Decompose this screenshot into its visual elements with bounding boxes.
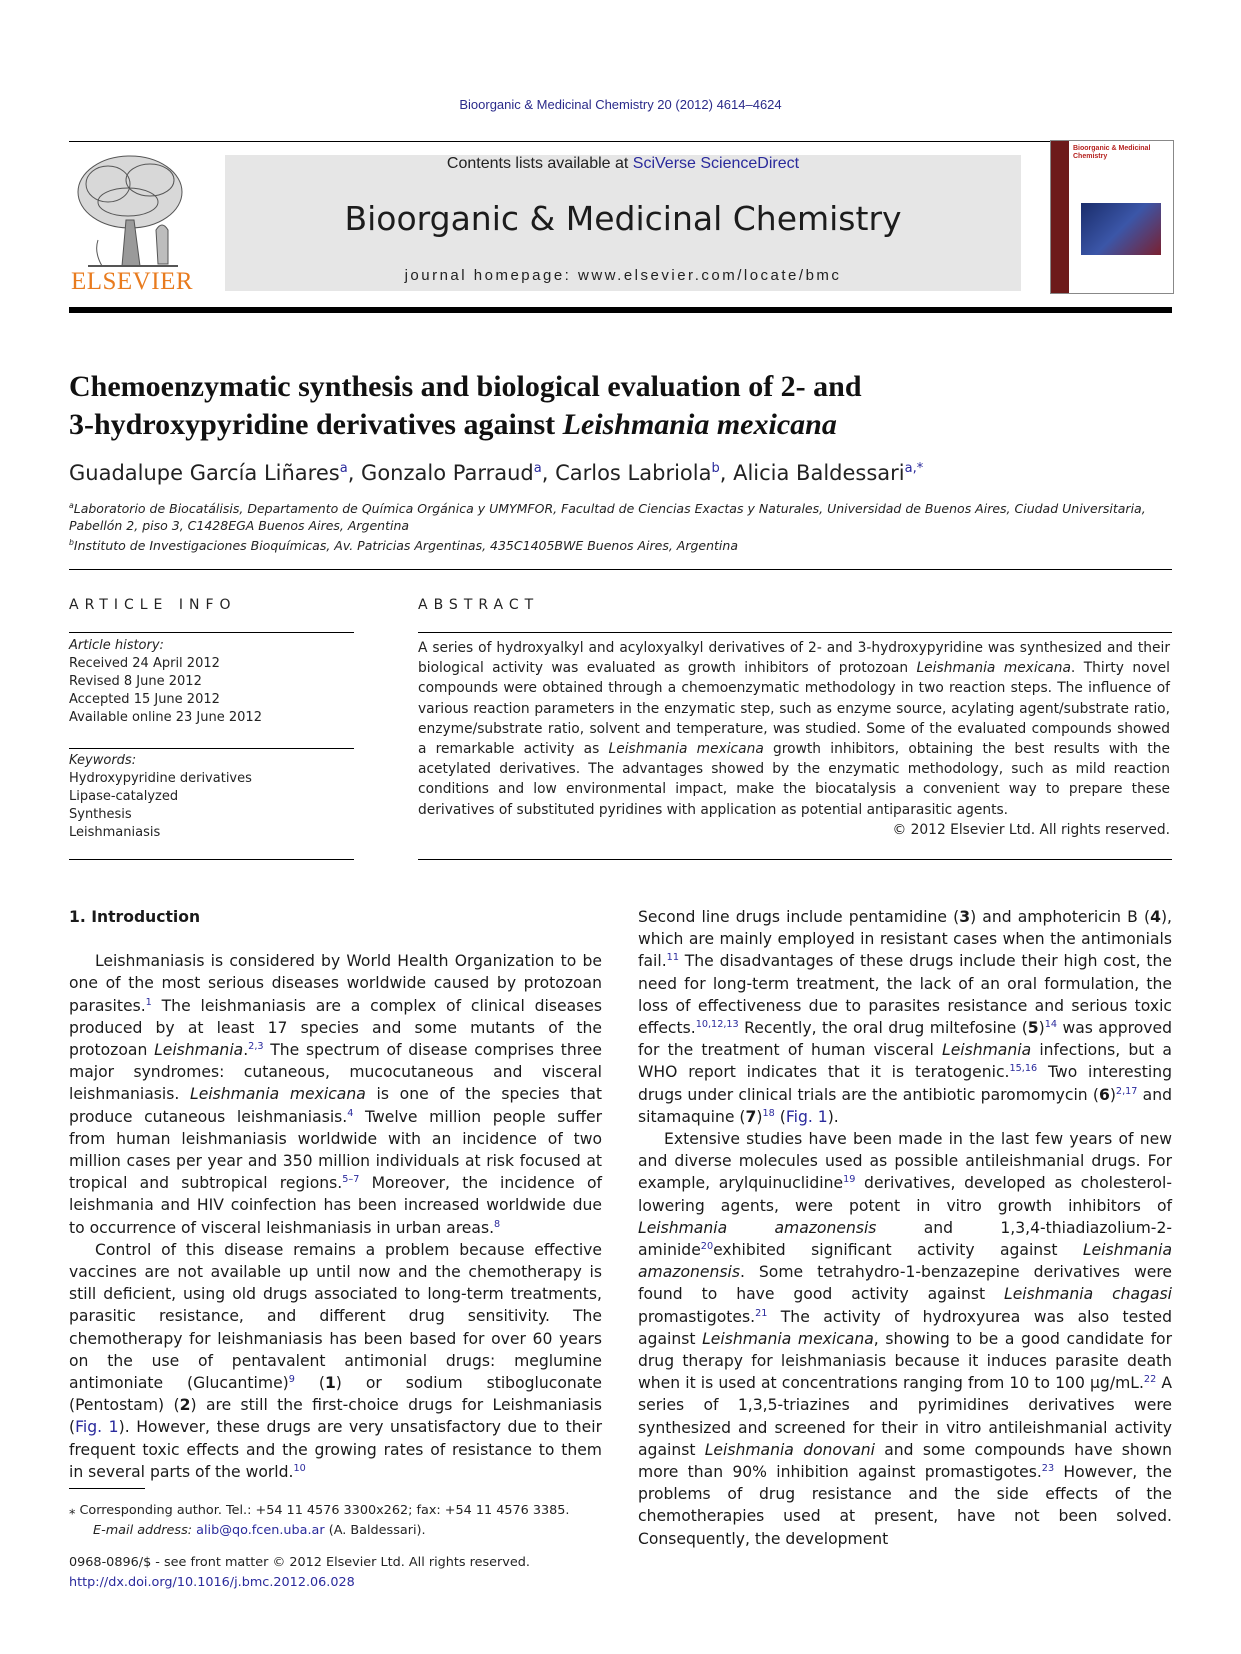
- reference-link[interactable]: 1: [145, 996, 152, 1008]
- author-affil-link[interactable]: a,*: [904, 461, 924, 476]
- reference-link[interactable]: 4: [347, 1107, 354, 1119]
- reference-link[interactable]: 11: [666, 952, 679, 964]
- journal-cover-thumbnail[interactable]: [1050, 140, 1174, 294]
- figure-link[interactable]: Fig. 1: [785, 1107, 828, 1126]
- journal-name: Bioorganic & Medicinal Chemistry: [344, 199, 902, 238]
- keyword-item: Hydroxypyridine derivatives: [69, 771, 252, 786]
- affiliation-b: $^b$Instituto de Investigaciones Bioquímicas, Av. Patricias Argentinas, 435C1405BWE Buenos Aires, Argentina: [69, 537, 738, 553]
- keyword-item: Lipase-catalyzed: [69, 789, 179, 804]
- affiliation-a: $^a$Laboratorio de Biocatálisis, Departamento de Química Orgánica y UMYMFOR, Facultad de Ciencias Exactas y Naturales, Universidad de Buenos Aires, Ciudad Universitaria, Pabellón 2, piso 3, C1428EGA Buenos Aires, Argentina: [69, 500, 1146, 533]
- issn-footer: 0968-0896/$ - see front matter © 2012 Elsevier Ltd. All rights reserved. http://dx.doi.org/10.1016/j.bmc.2012.06.028: [69, 1553, 629, 1593]
- article-history: Article history: Received 24 April 2012 Revised 8 June 2012 Accepted 15 June 2012 Available online 23 June 2012: [69, 637, 354, 727]
- abstract-rule-top: [418, 632, 1172, 633]
- keyword-item: Leishmaniasis: [69, 825, 161, 840]
- reference-link[interactable]: 21: [755, 1307, 768, 1319]
- intro-paragraph-1: Leishmaniasis is considered by World Health Organization to be one of the most serious diseases worldwide caused by protozoan parasites.$^1$ The leishmaniasis are a complex of clinical diseases produced by at least 17 species and some mutants of the protozoan Leishmania.$^{2,3}$ The spectrum of disease comprises three major syndromes: cutaneous, mucocutaneous and visceral leishmaniasis. Leishmania mexicana is one of the species that produce cutaneous leishmaniasis.$^4$ Twelve million people suffer from human leishmaniasis worldwide with an incidence of two million cases per year and 350 million individuals at risk focused at tropical and subtropical regions.$^{5-7}$ Moreover, the incidence of leishmania and HIV coinfection has been increased worldwide due to occurrence of visceral leishmaniasis in urban areas.$^8$: [69, 952, 603, 1237]
- reference-link[interactable]: 19: [843, 1174, 856, 1186]
- cover-art-image: [1081, 203, 1161, 255]
- history-accepted: Accepted 15 June 2012: [69, 692, 220, 707]
- cover-title: Bioorganic & Medicinal Chemistry: [1073, 145, 1151, 160]
- reference-link[interactable]: 14: [1044, 1018, 1058, 1030]
- corresponding-footnote: ⁎ Corresponding author. Tel.: +54 11 4576 3300x262; fax: +54 11 4576 3385. E-mail address: alib@qo.fcen.uba.ar (A. Baldessari).: [69, 1503, 570, 1538]
- cover-band: [1051, 141, 1069, 293]
- abstract-text: A series of hydroxyalkyl and acyloxyalkyl derivatives of 2- and 3-hydroxypyridine was synthesized and their biological activity was evaluated as growth inhibitors of protozoan Leishmania mexicana. Thirty novel compounds were obtained through a chemoenzymatic methodology in two reaction steps. The influence of various reaction parameters in the enzymatic step, such as enzyme source, acylating agent/substrate ratio, enzyme/substrate ratio, solvent and temperature, was studied. Some of the evaluated compounds showed a remarkable activity as Leishmania mexicana growth inhibitors, obtaining the best results with the acetylated derivatives. The advantages showed by the enzymatic methodology, such as mild reaction conditions and low environmental impact, make the biocatalysis a convenient way to prepare these derivatives of substituted pyridines with application as potential antiparasitic agents. © 2012 Elsevier Ltd. All rights reserved.: [418, 638, 1170, 840]
- history-received: Received 24 April 2012: [69, 656, 220, 671]
- abstract-copyright: © 2012 Elsevier Ltd. All rights reserved.: [892, 821, 1170, 838]
- author-affil-link[interactable]: a: [533, 461, 542, 476]
- section-heading-introduction: 1. Introduction: [69, 908, 201, 926]
- reference-link[interactable]: 8: [494, 1218, 501, 1230]
- elsevier-logo[interactable]: [68, 150, 196, 296]
- info-rule-bottom: [69, 859, 354, 860]
- journal-homepage[interactable]: journal homepage: www.elsevier.com/locate/bmc: [404, 267, 842, 284]
- reference-link[interactable]: 2,3: [248, 1040, 264, 1052]
- sciencedirect-link[interactable]: SciVerse ScienceDirect: [632, 155, 800, 172]
- intro-paragraph-2: Control of this disease remains a problem because effective vaccines are not available up until now and the chemotherapy is still deficient, using old drugs associated to long-term treatments, parasitic resistance, and different drug sensitivity. The chemotherapy for leishmaniasis has been based for over 60 years on the use of pentavalent antimonial drugs: meglumine antimoniate (Glucantime)$^9$ (1) or sodium stibogluconate (Pentostam) (2) are still the first-choice drugs for Leishmaniasis (Fig. 1). However, these drugs are very unsatisfactory due to their frequent toxic effects and the growing rates of resistance to them in several parts of the world.$^{10}$: [69, 1240, 603, 1481]
- email-link[interactable]: alib@qo.fcen.uba.ar: [196, 1523, 325, 1538]
- figure-link[interactable]: Fig. 1: [75, 1418, 119, 1437]
- author-affil-link[interactable]: b: [711, 461, 720, 476]
- author-name: Gonzalo Parraud: [361, 461, 534, 485]
- reference-link[interactable]: 20: [700, 1240, 714, 1252]
- keywords: Keywords: Hydroxypyridine derivatives Lipase-catalyzed Synthesis Leishmaniasis: [69, 752, 354, 842]
- journal-banner: [225, 155, 1021, 291]
- publisher-wordmark: ELSEVIER: [70, 268, 194, 295]
- journal-citation[interactable]: Bioorganic & Medicinal Chemistry 20 (2012) 4614–4624: [459, 97, 782, 112]
- affil-rule: [69, 569, 1172, 570]
- history-online: Available online 23 June 2012: [69, 710, 262, 725]
- reference-link[interactable]: 10: [293, 1462, 306, 1474]
- reference-link[interactable]: 9: [288, 1373, 295, 1385]
- author-affil-link[interactable]: a: [339, 461, 348, 476]
- elsevier-tree-icon: [68, 150, 196, 270]
- body-right-column: [638, 906, 1172, 1550]
- article-title: Chemoenzymatic synthesis and biological evaluation of 2- and 3-hydroxypyridine derivatives against Leishmania mexicana: [69, 370, 862, 441]
- author-name: Carlos Labriola: [555, 461, 712, 485]
- abstract-rule-bottom: [418, 859, 1172, 860]
- history-revised: Revised 8 June 2012: [69, 674, 202, 689]
- contents-line: Contents lists available at SciVerse ScienceDirect: [446, 155, 800, 172]
- doi-link[interactable]: http://dx.doi.org/10.1016/j.bmc.2012.06.028: [69, 1575, 355, 1590]
- reference-link[interactable]: 22: [1143, 1374, 1157, 1386]
- footnote-rule: [69, 1488, 145, 1489]
- info-rule-top: [69, 632, 354, 633]
- reference-link[interactable]: 10,12,13: [695, 1018, 739, 1030]
- intro-paragraph-3: Second line drugs include pentamidine (3) and amphotericin B (4), which are mainly employed in resistant cases when the antimonials fail.$^{11}$ The disadvantages of these drugs include their high cost, the need for long-term treatment, the lack of an oral formulation, the loss of effectiveness due to parasites resistance and serious toxic effects.$^{10,12,13}$ Recently, the oral drug miltefosine $(5)^{14}$ was approved for the treatment of human visceral Leishmania infections, but a WHO report indicates that it is teratogenic.$^{15,16}$ Two interesting drugs under clinical trials are the antibiotic paromomycin $(6)^{2,17}$ and sitamaquine $(7)^{18}$ (Fig. 1).: [638, 908, 1172, 1126]
- info-rule-mid: [69, 748, 354, 749]
- reference-link[interactable]: 15,16: [1009, 1063, 1038, 1075]
- reference-link[interactable]: 5–7: [342, 1174, 360, 1186]
- keyword-item: Synthesis: [69, 807, 132, 822]
- author-list: Guadalupe García Liñares$^a$, Gonzalo Parraud$^a$, Carlos Labriola$^b$, Alicia Baldessari$^{a,*}$: [69, 461, 924, 485]
- body-left-column: [69, 906, 602, 1483]
- intro-paragraph-4: Extensive studies have been made in the last few years of new and diverse molecules used as possible antileishmanial drugs. For example, arylquinuclidine$^{19}$ derivatives, developed as cholesterol-lowering agents, were potent in vitro growth inhibitors of Leishmania amazonensis and 1,3,4-thiadiazolium-2-aminide$^{20}$exhibited significant activity against Leishmania amazonensis. Some tetrahydro-1-benzazepine derivatives were found to have good activity against Leishmania chagasi promastigotes.$^{21}$ The activity of hydroxyurea was also tested against Leishmania mexicana, showing to be a good candidate for drug therapy for leishmaniasis because it induces parasite death when it is used at concentrations ranging from 10 to 100 μg/mL.$^{22}$ A series of 1,3,5-triazines and pyrimidines derivatives were synthesized and screened for their in vitro antileishmanial activity against Leishmania donovani and some compounds have shown more than 90% inhibition against promastigotes.$^{23}$ However, the problems of drug resistance and the side effects of the chemotherapies used at present, have not been solved. Consequently, the development: [638, 1130, 1173, 1548]
- reference-link[interactable]: 23: [1041, 1462, 1055, 1474]
- author-name: Guadalupe García Liñares: [69, 461, 340, 485]
- author-name: Alicia Baldessari: [733, 461, 905, 485]
- reference-link[interactable]: 2,17: [1115, 1085, 1138, 1097]
- header-rule: [69, 141, 1172, 142]
- article-info-heading: ARTICLE INFO: [69, 597, 237, 613]
- abstract-heading: ABSTRACT: [418, 597, 540, 613]
- header-thick-rule: [69, 307, 1172, 313]
- reference-link[interactable]: 18: [762, 1107, 775, 1119]
